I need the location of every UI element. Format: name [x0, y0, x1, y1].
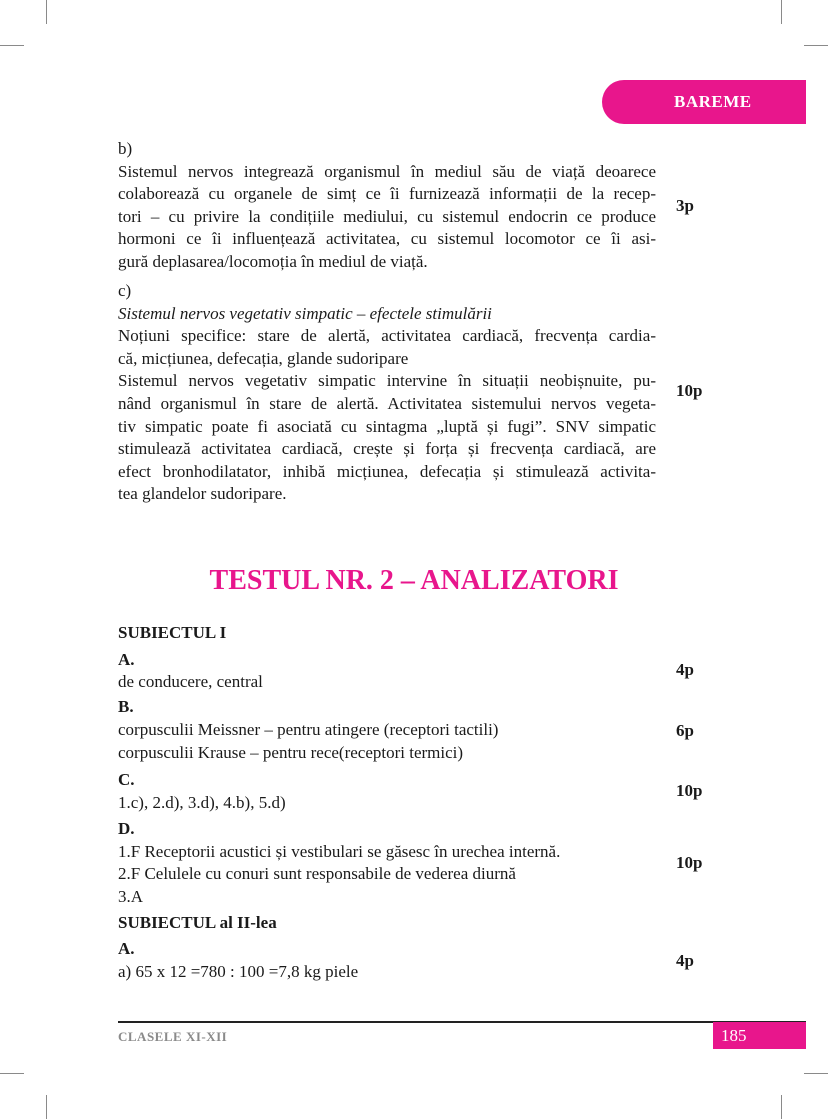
subject-1-d-line: 2.F Celulele cu conuri sunt responsabile de vederea diurnă	[118, 864, 516, 883]
part-b-line: colaborează cu organele de simț ce îi furnizează informații de la recep-	[118, 184, 656, 204]
subject-2-a-points: 4p	[676, 951, 694, 970]
subject-1-b-label: B.	[118, 697, 134, 716]
part-b-line: gură deplasarea/locomoția în mediul de viață.	[118, 251, 428, 271]
footer-rule	[118, 1021, 806, 1023]
subject-1-c-line: 1.c), 2.d), 3.d), 4.b), 5.d)	[118, 793, 286, 812]
part-c-label: c)	[118, 281, 132, 300]
subject-2-a-line: a) 65 x 12 =780 : 100 =7,8 kg piele	[118, 962, 359, 981]
part-c-points: 10p	[676, 381, 703, 400]
page-number: 185	[721, 1026, 747, 1045]
subject-1-d-points: 10p	[676, 853, 703, 872]
part-b-line: hormoni ce îi influențează activitatea, cu sistemul locomotor ce îi asi-	[118, 229, 656, 249]
part-c-line: că, micțiunea, defecația, glande sudoripare	[118, 348, 409, 368]
subject-2-a-label: A.	[118, 939, 135, 958]
crop-mark	[46, 0, 47, 24]
subject-1-d-line: 3.A	[118, 887, 144, 906]
subject-1-b-points: 6p	[676, 721, 694, 740]
subject-1-d-line: 1.F Receptorii acustici și vestibulari se găsesc în urechea internă.	[118, 842, 561, 861]
subject-1-heading: SUBIECTUL I	[118, 623, 227, 642]
part-c-line: nând organismul în stare de alertă. Activitatea sistemului nervos vegeta-	[118, 393, 656, 413]
subject-1-a-line: de conducere, central	[118, 672, 263, 691]
crop-mark	[781, 1095, 782, 1119]
subject-1-c-label: C.	[118, 770, 135, 789]
part-c-line: Noțiuni specifice: stare de alertă, activitatea cardiacă, frecvența cardia-	[118, 326, 656, 346]
subject-1-b-line: corpusculii Meissner – pentru atingere (receptori tactili)	[118, 720, 499, 739]
part-b-points: 3p	[676, 196, 694, 215]
footer-class-label: CLASELE XI-XII	[118, 1029, 228, 1044]
part-b-line: tori – cu privire la condițiile mediului, cu sistemul endocrin ce produce	[118, 206, 656, 226]
crop-mark	[46, 1095, 47, 1119]
part-c-line: Sistemul nervos vegetativ simpatic intervine în situații neobișnuite, pu-	[118, 371, 656, 391]
subject-1-d-label: D.	[118, 819, 135, 838]
section-tab-label: BAREME	[674, 92, 752, 111]
subject-1-c-points: 10p	[676, 781, 703, 800]
crop-mark	[0, 1073, 24, 1074]
part-c	[118, 280, 656, 506]
test-title: TESTUL NR. 2 – ANALIZATORI	[209, 565, 619, 596]
subject-2-heading: SUBIECTUL al II-lea	[118, 913, 277, 932]
subject-1-a-label: A.	[118, 650, 135, 669]
section-tab	[602, 80, 806, 124]
part-c-line: tiv simpatic poate fi asociată cu sintagma „luptă și fugi”. SNV simpatic	[118, 416, 656, 436]
subject-1-a-points: 4p	[676, 660, 694, 679]
part-c-heading: Sistemul nervos vegetativ simpatic – efectele stimulării	[118, 303, 492, 323]
part-b	[118, 138, 656, 274]
page-number-box	[713, 1022, 806, 1049]
part-b-label: b)	[118, 139, 133, 158]
crop-mark	[804, 1073, 828, 1074]
part-b-line: Sistemul nervos integrează organismul în mediul său de viață deoarece	[118, 161, 656, 181]
part-c-line: tea glandelor sudoripare.	[118, 484, 287, 504]
crop-mark	[781, 0, 782, 24]
subject-1-b-line: corpusculii Krause – pentru rece(receptori termici)	[118, 743, 464, 762]
part-c-line: efect bronhodilatator, inhibă micțiunea, defecația și stimulează activita-	[118, 461, 656, 481]
part-c-line: stimulează activitatea cardiacă, crește și forța și frecvența cardiacă, are	[118, 439, 656, 459]
crop-mark	[804, 45, 828, 46]
crop-mark	[0, 45, 24, 46]
